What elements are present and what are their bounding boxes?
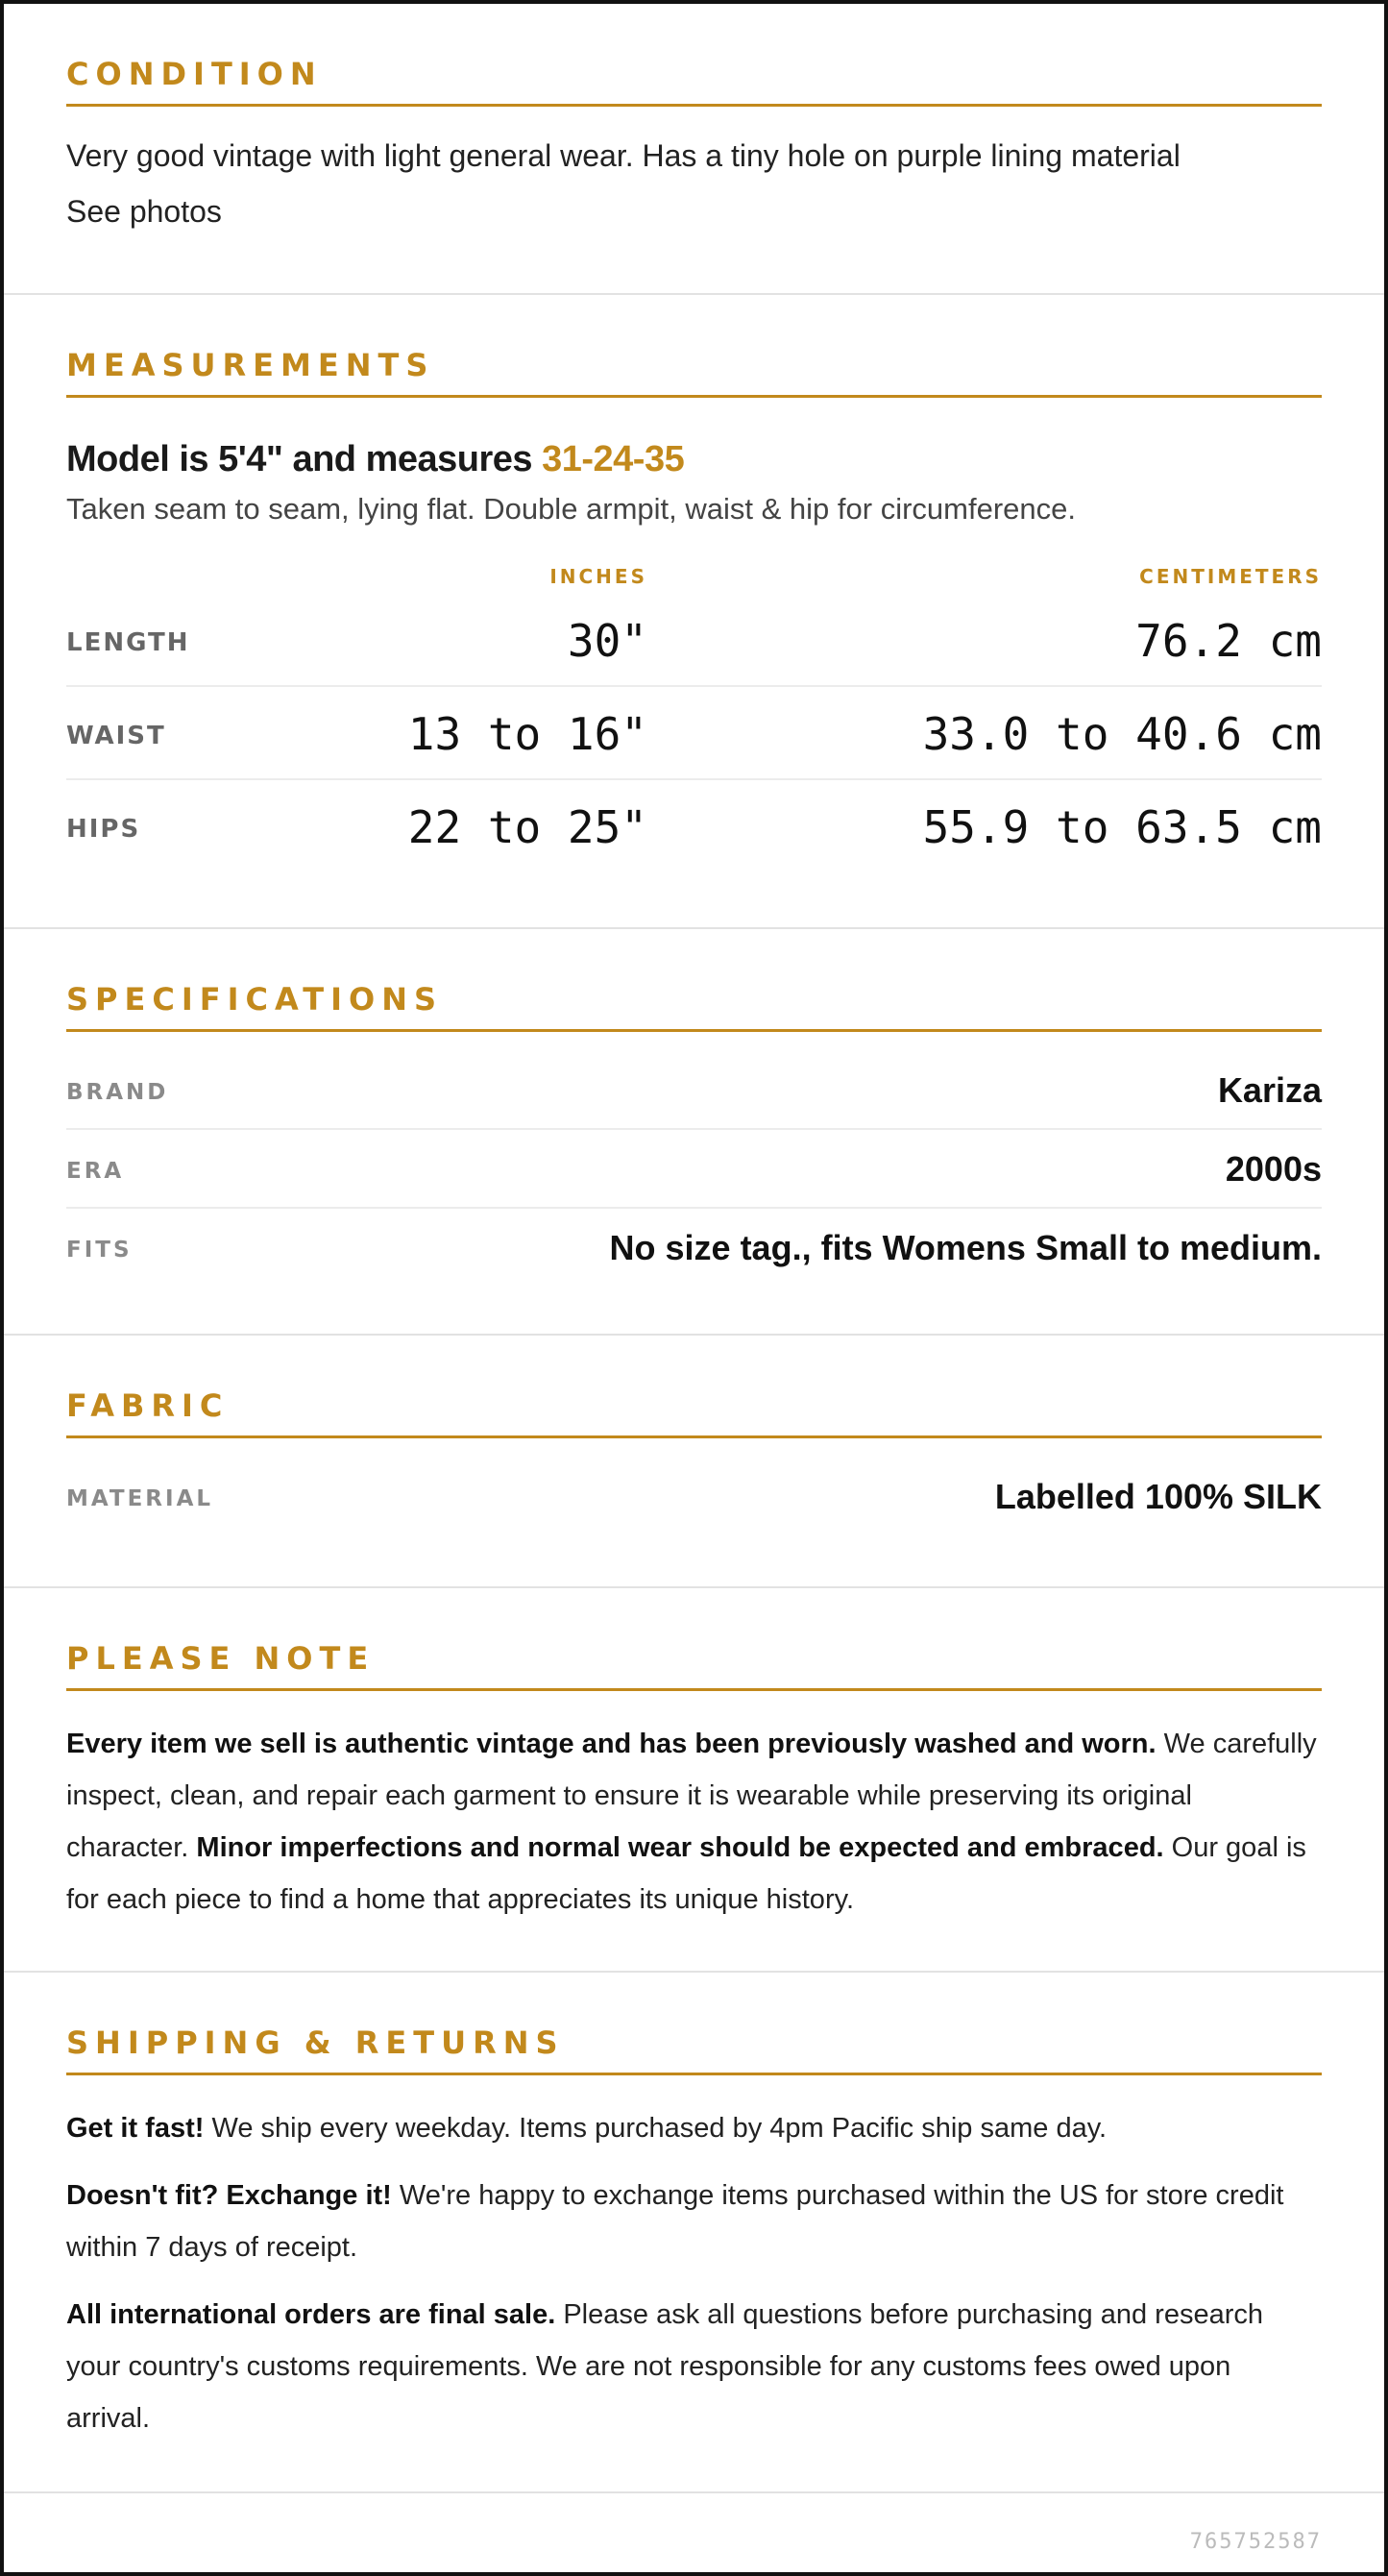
spec-row [66,1458,1322,1534]
fabric-list [66,1458,1322,1534]
specifications-section [4,929,1384,1336]
spec-label: ERA [66,1159,125,1184]
spec-label: BRAND [66,1080,169,1105]
shipping-heading: SHIPPING & RETURNS [66,1973,1322,2075]
spec-label: MATERIAL [66,1486,214,1511]
shipping-text: Please ask all questions before purchasing and research your country's customs requirements. We are not responsible for any customs fees owed upon arrival. [66,2299,1264,2434]
spec-label: FITS [66,1238,133,1263]
measurement-note: Taken seam to seam, lying flat. Double armpit, waist & hip for circumference. [66,492,1076,526]
measurement-inches: 30" [567,615,647,667]
specifications-list [66,1051,1322,1286]
shipping-emphasis: Doesn't fit? Exchange it! [66,2180,392,2211]
product-details-panel [4,4,1384,2570]
measurements-section [4,295,1384,929]
spec-value: Labelled 100% SILK [994,1477,1322,1516]
note-emphasis: Every item we sell is authentic vintage and has been previously washed and worn. [66,1729,1157,1759]
note-text: We carefully inspect, clean, and repair each garment to ensure it is wearable while preserving its original character. [66,1729,1317,1863]
shipping-text: We're happy to exchange items purchased within the US for store credit within 7 days of receipt. [66,2180,1284,2263]
note-text: Our goal is for each piece to find a home that appreciates its unique history. [66,1832,1306,1915]
spec-row [66,1130,1322,1209]
measurement-table [66,594,1322,871]
condition-description [66,128,1322,239]
measurement-label: LENGTH [66,628,190,657]
shipping-emphasis: Get it fast! [66,2113,205,2144]
spec-row [66,1209,1322,1286]
product-id: 765752587 [1189,2530,1322,2554]
measurements-heading: MEASUREMENTS [66,295,1322,398]
please-note-text [66,1718,1322,1926]
shipping-text: We ship every weekday. Items purchased by 4pm Pacific ship same day. [211,2113,1108,2144]
fabric-heading: FABRIC [66,1336,1322,1438]
measurement-inches: 22 to 25" [407,801,647,853]
specifications-heading: SPECIFICATIONS [66,929,1322,1032]
condition-line: See photos [66,194,222,229]
spec-value: Kariza [1217,1070,1322,1110]
model-info: Model is 5'4" and measures [66,439,533,479]
measurement-label: WAIST [66,722,166,750]
please-note-heading: PLEASE NOTE [66,1588,1322,1691]
spec-value: No size tag., fits Womens Small to medium. [609,1228,1322,1267]
spec-value: 2000s [1225,1149,1322,1189]
condition-heading: CONDITION [66,4,1322,107]
spec-row [66,1051,1322,1130]
inches-header: INCHES [549,565,647,588]
shipping-section [4,1973,1384,2493]
centimeters-header: CENTIMETERS [1139,565,1322,588]
measurement-row [66,594,1322,687]
measurement-label: HIPS [66,815,141,844]
measurement-row [66,780,1322,871]
footer [4,2493,1384,2570]
international-paragraph [66,2289,1322,2444]
measurement-cm: 76.2 cm [1135,615,1322,667]
model-numbers: 31-24-35 [542,439,685,479]
note-emphasis: Minor imperfections and normal wear should be expected and embraced. [196,1832,1164,1863]
shipping-emphasis: All international orders are final sale. [66,2299,556,2330]
condition-section [4,4,1384,295]
measurement-column-headers [66,555,1322,594]
measurement-cm: 33.0 to 40.6 cm [922,708,1322,760]
model-measurements [66,438,1322,480]
please-note-section [4,1588,1384,1973]
measurement-inches: 13 to 16" [407,708,647,760]
condition-line: Very good vintage with light general wear. Has a tiny hole on purple lining material [66,138,1181,173]
measurement-cm: 55.9 to 63.5 cm [922,801,1322,853]
fabric-section [4,1336,1384,1588]
shipping-paragraph [66,2102,1322,2154]
exchange-paragraph [66,2170,1322,2273]
measurement-row [66,687,1322,780]
